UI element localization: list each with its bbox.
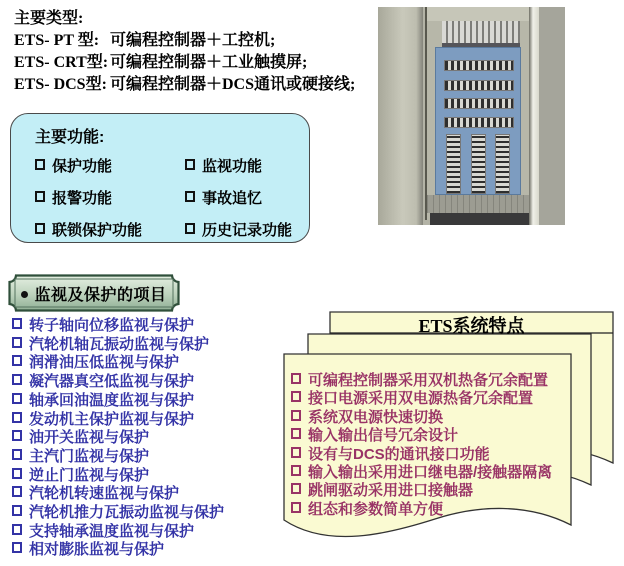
square-bullet-icon: [291, 373, 301, 384]
function-item: [35, 155, 185, 176]
square-bullet-icon: [35, 223, 45, 234]
list-item-text: 逆止门监视与保护: [29, 466, 150, 484]
list-item: [291, 464, 552, 482]
square-bullet-icon: [185, 191, 195, 202]
cabinet-floor-plate: [427, 195, 529, 213]
list-item-text: 接口电源采用双电源热备冗余配置: [308, 390, 534, 408]
terminal-strip-column: [471, 134, 486, 194]
square-bullet-icon: [12, 505, 22, 516]
cabinet-right-door-edge: [529, 7, 539, 225]
features-title: ETS系统特点: [418, 316, 525, 336]
types-title: 主要类型:: [14, 10, 84, 27]
list-item-text: 润滑油压低监视与保护: [29, 354, 180, 372]
square-bullet-icon: [291, 447, 301, 458]
square-bullet-icon: [291, 428, 301, 439]
square-bullet-icon: [12, 430, 22, 441]
square-bullet-icon: [185, 223, 195, 234]
cabinet-left-door: [378, 7, 423, 225]
list-item: [291, 390, 552, 408]
function-label: 报警功能: [52, 190, 113, 207]
list-item: [12, 523, 224, 542]
square-bullet-icon: [185, 159, 195, 170]
function-label: 监视功能: [202, 158, 263, 175]
header-text: 监视及保护的项目: [34, 287, 167, 304]
square-bullet-icon: [12, 468, 22, 479]
square-bullet-icon: [291, 410, 301, 421]
list-item: [12, 448, 224, 467]
terminal-strip-row: [444, 80, 514, 91]
functions-panel: [10, 113, 310, 243]
function-item: [35, 219, 185, 240]
types-section: [14, 8, 355, 96]
list-item-text: 油开关监视与保护: [29, 429, 150, 447]
square-bullet-icon: [291, 483, 301, 494]
function-label: 事故追忆: [202, 190, 263, 207]
square-bullet-icon: [291, 502, 301, 513]
terminal-strip-row: [444, 60, 514, 71]
list-item: [12, 429, 224, 448]
square-bullet-icon: [12, 337, 22, 348]
cabinet-plinth: [430, 213, 530, 225]
list-item: [12, 485, 224, 504]
list-item-text: 输入输出采用进口继电器/接触器隔离: [308, 464, 553, 482]
list-item: [291, 482, 552, 500]
list-item-text: 主汽门监视与保护: [29, 447, 150, 465]
list-item-text: 可编程控制器采用双机热备冗余配置: [308, 372, 549, 389]
list-item-text: 汽轮机轴瓦振动监视与保护: [29, 335, 210, 353]
cabinet-top-rail: [427, 7, 529, 21]
features-list: [291, 372, 552, 519]
list-item: [12, 317, 224, 336]
list-item: [12, 354, 224, 373]
monitor-items-header: [8, 274, 180, 312]
functions-title: 主要功能:: [35, 129, 105, 146]
square-bullet-icon: [12, 318, 22, 329]
function-item: [185, 219, 315, 240]
square-bullet-icon: [12, 412, 22, 423]
list-item-text: 组态和参数简单方便: [308, 500, 444, 518]
function-label: 保护功能: [52, 158, 113, 175]
square-bullet-icon: [291, 465, 301, 476]
list-item-text: 转子轴向位移监视与保护: [29, 317, 195, 334]
list-item: [291, 372, 552, 390]
list-item: [12, 392, 224, 411]
type-row: [14, 30, 355, 52]
terminal-strip-row: [444, 117, 514, 128]
square-bullet-icon: [12, 542, 22, 553]
terminal-strip-column: [446, 134, 461, 194]
type-label: ETS- CRT型:: [14, 54, 109, 71]
type-desc: 可编程控制器＋DCS通讯或硬接线;: [110, 76, 356, 93]
list-item-text: 发动机主保护监视与保护: [29, 410, 195, 428]
function-item: [35, 187, 185, 208]
blue-mounting-panel: [435, 47, 521, 195]
list-item-text: 跳闸驱动采用进口接触器: [308, 482, 474, 500]
type-desc: 可编程控制器＋工业触摸屏;: [110, 54, 308, 71]
list-item: [12, 504, 224, 523]
list-item: [12, 373, 224, 392]
type-label: ETS- DCS型:: [14, 76, 107, 93]
function-label: 联锁保护功能: [52, 222, 143, 239]
list-item-text: 相对膨胀监视与保护: [29, 541, 165, 559]
square-bullet-icon: [12, 486, 22, 497]
square-bullet-icon: [12, 524, 22, 535]
square-bullet-icon: [12, 449, 22, 460]
square-bullet-icon: [291, 391, 301, 402]
terminal-strip-column: [495, 134, 510, 194]
monitor-items-header-label: [8, 282, 180, 305]
square-bullet-icon: [12, 355, 22, 366]
list-item-text: 系统双电源快速切换: [308, 408, 444, 426]
list-item-text: 支持轴承温度监视与保护: [29, 522, 195, 540]
monitor-items-list: [12, 317, 224, 560]
list-item: [12, 336, 224, 355]
cabinet-right-wall: [539, 7, 565, 225]
cabinet-photo: [378, 7, 565, 225]
list-item-text: 汽轮机推力瓦振动监视与保护: [29, 504, 225, 522]
list-item: [291, 501, 552, 519]
plc-module-row: [442, 21, 520, 48]
terminal-strip-row: [444, 98, 514, 109]
list-item-text: 凝汽器真空低监视与保护: [29, 373, 195, 391]
type-label: ETS- PT 型:: [14, 32, 100, 49]
function-item: [185, 187, 315, 208]
list-item-text: 汽轮机转速监视与保护: [29, 485, 180, 503]
list-item: [12, 467, 224, 486]
list-item: [291, 446, 552, 464]
list-item-text: 输入输出信号冗余设计: [308, 427, 459, 445]
dot-bullet-icon: [21, 291, 28, 298]
type-desc: 可编程控制器＋工控机;: [110, 32, 276, 49]
functions-grid: [35, 155, 309, 240]
type-row: [14, 52, 355, 74]
list-item: [291, 409, 552, 427]
list-item-text: 设有与DCS的通讯接口功能: [308, 445, 490, 463]
list-item-text: 轴承回油温度监视与保护: [29, 391, 195, 409]
list-item: [12, 541, 224, 560]
list-item: [12, 411, 224, 430]
function-item: [185, 155, 315, 176]
type-row: [14, 74, 355, 96]
square-bullet-icon: [12, 374, 22, 385]
list-item: [291, 427, 552, 445]
function-label: 历史记录功能: [202, 222, 293, 239]
square-bullet-icon: [35, 191, 45, 202]
square-bullet-icon: [35, 159, 45, 170]
square-bullet-icon: [12, 393, 22, 404]
